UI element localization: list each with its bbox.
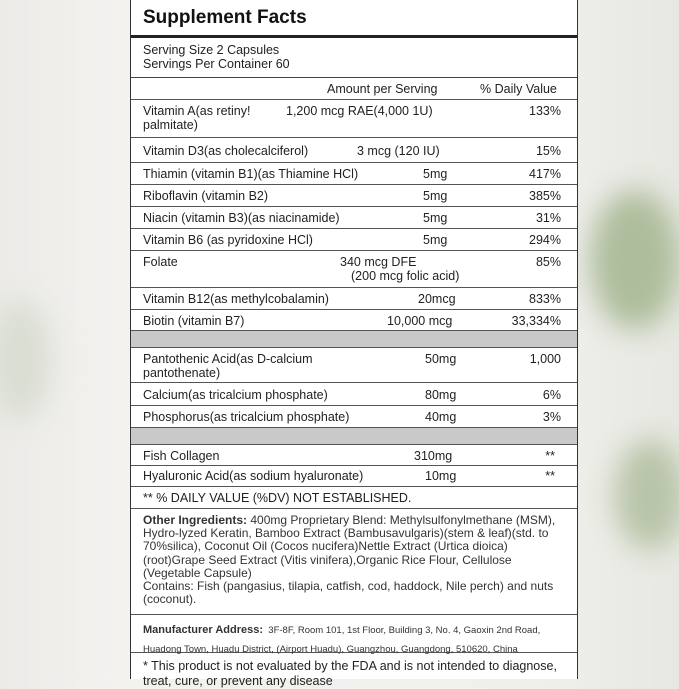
table-row	[131, 229, 577, 251]
nutrient-amount: 5mg	[423, 233, 448, 247]
nutrient-name: Fish Collagen	[143, 449, 220, 463]
fda-disclaimer: * This product is not evaluated by the FDA and is not intended to diagnose, treat, cure, or prevent any disease	[143, 659, 557, 688]
nutrient-amount: 20mcg	[418, 292, 456, 306]
table-row	[131, 466, 577, 487]
nutrient-name: Pantothenic Acid(as D-calcium	[143, 352, 313, 366]
nutrient-dv: 6%	[542, 388, 561, 402]
nutrient-dv: 3%	[542, 410, 561, 424]
header-amount: Amount per Serving	[327, 82, 438, 96]
nutrient-dv: 1,000	[529, 352, 561, 366]
nutrient-name: Niacin (vitamin B3)(as niacinamide)	[143, 211, 340, 225]
table-row	[131, 288, 577, 310]
nutrient-amount: 10mg	[425, 469, 457, 483]
nutrient-amount: 80mg	[425, 388, 457, 402]
nutrient-name-cont: palmitate)	[143, 118, 198, 132]
nutrient-amount: 5mg	[423, 189, 448, 203]
label-title: Supplement Facts	[131, 0, 577, 38]
table-header	[131, 78, 577, 100]
table-row	[131, 207, 577, 229]
nutrient-name: Phosphorus(as tricalcium phosphate)	[143, 410, 350, 424]
other-ingredients	[131, 509, 577, 615]
background-foliage-right-2	[615, 440, 679, 550]
nutrient-amount-cont: (200 mcg folic acid)	[351, 269, 460, 283]
nutrient-amount: 5mg	[423, 211, 448, 225]
nutrient-amount: 10,000 mcg	[387, 314, 453, 328]
nutrient-dv: 294%	[529, 233, 561, 247]
section-divider	[131, 331, 577, 348]
table-row	[131, 138, 577, 163]
nutrient-name-cont: pantothenate)	[143, 366, 221, 380]
other-ingredients-label: Other Ingredients:	[143, 513, 248, 527]
nutrient-dv: 85%	[535, 255, 561, 269]
other-ingredients-text: 400mg Proprietary Blend: Methylsulfonylmethane (MSM), Hydro-lyzed Keratin, Bamboo Extract (Bambusavulgaris)(stem & leaf)(std. to 70%silica), Coconut Oil (Cocos nucifera)Nettle Extract (Urtica dioica)(root)Grape Seed Extract (Vitis vinifera),Organic Rice Flour, Cellulose (Vegetable Capsule)	[143, 513, 556, 580]
background-foliage-left	[0, 300, 50, 420]
header-daily-value: % Daily Value	[480, 82, 557, 96]
nutrient-name: Vitamin B6 (as pyridoxine HCl)	[143, 233, 313, 247]
nutrient-name: Vitamin D3(as cholecalciferol)	[143, 144, 309, 158]
nutrient-dv: 417%	[529, 167, 561, 181]
manufacturer-text: 3F-8F, Room 101, 1st Floor, Building 3, No. 4, Gaoxin 2nd Road, Huadong Town, Huadu District, (Airport Huadu), Guangzhou, Guangdong, 510620, China	[143, 625, 541, 655]
table-row	[131, 383, 577, 406]
dv-not-established-note: ** % DAILY VALUE (%DV) NOT ESTABLISHED.	[131, 487, 577, 509]
nutrient-dv: 133%	[529, 104, 561, 118]
nutrient-dv: 15%	[535, 144, 561, 158]
nutrient-amount: 3 mcg (120 IU)	[357, 144, 440, 158]
nutrient-amount: 310mg	[414, 449, 453, 463]
nutrient-dv: **	[545, 449, 555, 463]
manufacturer-address	[131, 615, 577, 653]
nutrient-name: Vitamin B12(as methylcobalamin)	[143, 292, 329, 306]
nutrient-amount: 50mg	[425, 352, 457, 366]
table-row	[131, 251, 577, 288]
nutrient-dv: 33,334%	[511, 314, 561, 328]
nutrient-dv: 31%	[535, 211, 561, 225]
table-row	[131, 445, 577, 466]
nutrient-name: Vitamin A(as retiny!	[143, 104, 251, 118]
table-row	[131, 163, 577, 185]
nutrient-name: Thiamin (vitamin B1)(as Thiamine HCl)	[143, 167, 359, 181]
nutrient-amount: 1,200 mcg RAE(4,000 1U)	[286, 104, 433, 118]
nutrient-name: Calcium(as tricalcium phosphate)	[143, 388, 328, 402]
table-row	[131, 406, 577, 428]
nutrient-dv: 385%	[529, 189, 561, 203]
table-row	[131, 185, 577, 207]
nutrient-amount: 5mg	[423, 167, 448, 181]
section-divider	[131, 428, 577, 445]
allergen-contains: Contains: Fish (pangasius, tilapia, catfish, cod, haddock, Nile perch) and nuts (coconut).	[143, 579, 554, 607]
background-foliage-right	[590, 190, 679, 330]
serving-info	[131, 38, 577, 78]
nutrient-amount: 340 mcg DFE	[340, 255, 417, 269]
manufacturer-label: Manufacturer Address:	[143, 624, 264, 636]
table-row	[131, 100, 577, 138]
nutrient-dv: 833%	[529, 292, 561, 306]
nutrient-name: Hyaluronic Acid(as sodium hyaluronate)	[143, 469, 364, 483]
serving-size: Serving Size 2 Capsules	[143, 43, 280, 57]
supplement-facts-label	[130, 0, 578, 688]
nutrient-dv: **	[545, 469, 555, 483]
nutrient-name: Biotin (vitamin B7)	[143, 314, 245, 328]
nutrient-amount: 40mg	[425, 410, 457, 424]
servings-per-container: Servings Per Container 60	[143, 57, 290, 71]
nutrient-name: Riboflavin (vitamin B2)	[143, 189, 269, 203]
table-row	[131, 348, 577, 383]
table-row	[131, 310, 577, 331]
nutrient-name: Folate	[143, 255, 178, 269]
